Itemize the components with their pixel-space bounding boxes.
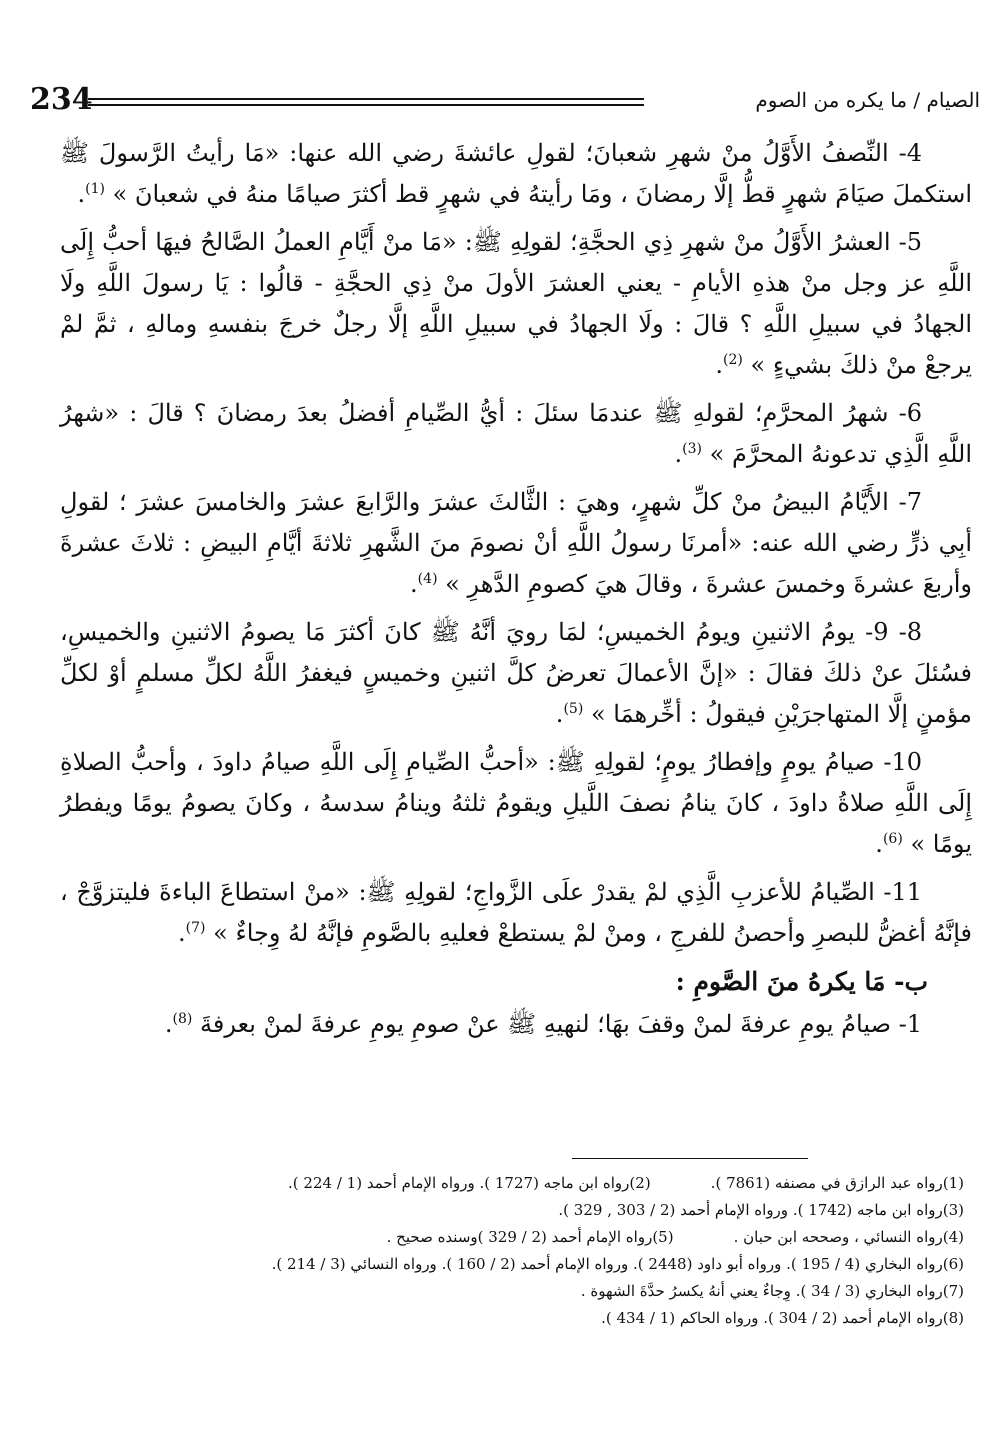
footnote-ref: (5) bbox=[563, 701, 584, 717]
paragraph-text: 6- شهرُ المحرَّمِ؛ لقولهِ ﷺ عندمَا سئلَ : أيُّ الصِّيامِ أفضلُ بعدَ رمضانَ ؟ قالَ : «شهرُ اللَّهِ الَّذِي تدعونهُ المحرَّمَ » bbox=[60, 399, 972, 468]
paragraph-text: 4- النِّصفُ الأَوَّلُ منْ شهرِ شعبانَ؛ لقولِ عائشةَ رضي الله عنها: «مَا رأيتُ الرَّسولَ ﷺ استكملَ صيَامَ شهرٍ قطُّ إلَّا رمضانَ ، ومَا رأيتهُ في شهرٍ قط أكثرَ صيامًا منهُ في شعبانَ » bbox=[60, 139, 972, 208]
paragraph: 5- العشرُ الأَوَّلُ منْ شهرِ ذِي الحجَّةِ؛ لقولِهِ ﷺ: «مَا منْ أَيَّامِ العملُ الصَّالحُ فيهَا أحبُّ إِلَى اللَّهِ عز وجل منْ هذهِ الأيامِ - يعني العشرَ الأولَ منْ ذِي الحجَّةِ - قالُوا : يَا رسولَ اللَّهِ ولَا الجهادُ في سبيلِ اللَّهِ ؟ قالَ : ولَا الجهادُ في سبيلِ اللَّهِ إلَّا رجلٌ خرجَ بنفسهِ ومالهِ ، ثمَّ لمْ يرجعْ منْ ذلكَ بشيءٍ » $^{(2)}$. bbox=[60, 228, 972, 379]
paragraph-text: 10- صيامُ يومٍ وإفطارُ يومٍ؛ لقولِهِ ﷺ: «أحبُّ الصِّيامِ إِلَى اللَّهِ صيامُ داودَ ، وأحبُّ الصلاةِ إِلَى اللَّهِ صلاةُ داودَ ، كانَ ينامُ نصفَ اللَّيلِ ويقومُ ثلثهُ وينامُ سدسهُ ، وكانَ يصومُ يومًا ويفطرُ يومًا » bbox=[60, 748, 972, 858]
footnote-ref: (4) bbox=[417, 571, 438, 587]
footnote-ref: (2) bbox=[723, 352, 743, 368]
footnote-ref: (7) bbox=[185, 920, 206, 936]
footnote: (5)رواه الإمام أحمد (2 / 329 )وسنده صحيح . bbox=[386, 1228, 674, 1246]
footnote-line bbox=[60, 1278, 964, 1305]
body-text bbox=[60, 133, 972, 1052]
footnote: (1)رواه عبد الرازق في مصنفه (7861 ). bbox=[710, 1174, 964, 1192]
paragraph: 1- صيامُ يومِ عرفةَ لمنْ وقفَ بهَا؛ لنهيهِ ﷺ عنْ صومِ يومِ عرفةَ لمنْ بعرفةَ $^{(8)}$. bbox=[164, 1010, 922, 1038]
header-double-rule bbox=[88, 98, 644, 106]
section-heading: ب- مَا يكرهُ منَ الصَّومِ : bbox=[675, 967, 928, 996]
page-header bbox=[30, 82, 980, 122]
footnote-ref: (1) bbox=[85, 181, 105, 197]
footnote-ref: (6) bbox=[882, 831, 903, 847]
paragraph-text: 11- الصِّيامُ للأعزبِ الَّذِي لمْ يقدرْ علَى الزَّواجِ؛ لقولِهِ ﷺ: «منْ استطاعَ الباءةَ فليتزوَّجْ ، فإنَّهُ أغضُّ للبصرِ وأحصنُ للفرجِ ، ومنْ لمْ يستطعْ فعليهِ بالصَّومِ فإنَّهُ لهُ وِجاءٌ » bbox=[60, 878, 972, 947]
footnote-line bbox=[60, 1224, 964, 1251]
paragraph: 6- شهرُ المحرَّمِ؛ لقولهِ ﷺ عندمَا سئلَ : أيُّ الصِّيامِ أفضلُ بعدَ رمضانَ ؟ قالَ : «شهرُ اللَّهِ الَّذِي تدعونهُ المحرَّمَ » $^{(3)}$. bbox=[60, 399, 972, 468]
footnote: (6)رواه البخاري (4 / 195 ). ورواه أبو داود (2448 ). ورواه الإمام أحمد (2 / 160 ). ورواه النسائي (3 / 214 ). bbox=[271, 1255, 964, 1273]
paragraph: 11- الصِّيامُ للأعزبِ الَّذِي لمْ يقدرْ علَى الزَّواجِ؛ لقولِهِ ﷺ: «منْ استطاعَ الباءةَ فليتزوَّجْ ، فإنَّهُ أغضُّ للبصرِ وأحصنُ للفرجِ ، ومنْ لمْ يستطعْ فعليهِ بالصَّومِ فإنَّهُ لهُ وِجاءٌ » $^{(7)}$. bbox=[60, 878, 972, 947]
paragraph: 8- 9- يومُ الاثنينِ ويومُ الخميسِ؛ لمَا رويَ أنَّهُ ﷺ كانَ أكثرَ مَا يصومُ الاثنينِ والخميسِ، فسُئلَ عنْ ذلكَ فقالَ : «إنَّ الأعمالَ تعرضُ كلَّ اثنينِ وخميسٍ فيغفرُ اللَّهُ لكلِّ مسلمٍ أوْ لكلِّ مؤمنٍ إلَّا المتهاجرَيْنِ فيقولُ : أخِّرهمَا » $^{(5)}$. bbox=[60, 618, 972, 728]
footnotes bbox=[60, 1170, 964, 1332]
footnote-line bbox=[60, 1251, 964, 1278]
paragraph-text: 5- العشرُ الأَوَّلُ منْ شهرِ ذِي الحجَّةِ؛ لقولِهِ ﷺ: «مَا منْ أَيَّامِ العملُ الصَّالحُ فيهَا أحبُّ إِلَى اللَّهِ عز وجل منْ هذهِ الأيامِ - يعني العشرَ الأولَ منْ ذِي الحجَّةِ - قالُوا : يَا رسولَ اللَّهِ ولَا الجهادُ في سبيلِ اللَّهِ ؟ قالَ : ولَا الجهادُ في سبيلِ اللَّهِ إلَّا رجلٌ خرجَ بنفسهِ ومالهِ ، ثمَّ لمْ يرجعْ منْ ذلكَ بشيءٍ » bbox=[60, 228, 972, 379]
footnote-ref: (3) bbox=[682, 441, 702, 457]
page-number: 234 bbox=[30, 82, 93, 117]
footnote: (8)رواه الإمام أحمد (2 / 304 ). ورواه الحاكم (1 / 434 ). bbox=[601, 1309, 964, 1327]
paragraph: 10- صيامُ يومٍ وإفطارُ يومٍ؛ لقولِهِ ﷺ: «أحبُّ الصِّيامِ إِلَى اللَّهِ صيامُ داودَ ، وأحبُّ الصلاةِ إِلَى اللَّهِ صلاةُ داودَ ، كانَ ينامُ نصفَ اللَّيلِ ويقومُ ثلثهُ وينامُ سدسهُ ، وكانَ يصومُ يومًا ويفطرُ يومًا » $^{(6)}$. bbox=[60, 748, 972, 858]
paragraph: 7- الأَيَّامُ البيضُ منْ كلِّ شهرٍ، وهيَ : الثَّالثَ عشرَ والرَّابعَ عشرَ والخامسَ عشرَ ؛ لقولِ أبِي ذرٍّ رضي الله عنه: «أمرنَا رسولُ اللَّهِ أنْ نصومَ منَ الشَّهرِ ثلاثةَ أيَّامِ البيضِ : ثلاثَ عشرةَ وأربعَ عشرةَ وخمسَ عشرةَ ، وقالَ هيَ كصومِ الدَّهرِ » $^{(4)}$. bbox=[60, 488, 972, 598]
footnote: (4)رواه النسائي ، وصححه ابن حبان . bbox=[733, 1228, 964, 1246]
footnote-line bbox=[60, 1197, 964, 1224]
paragraph: 4- النِّصفُ الأَوَّلُ منْ شهرِ شعبانَ؛ لقولِ عائشةَ رضي الله عنها: «مَا رأيتُ الرَّسولَ ﷺ استكملَ صيَامَ شهرٍ قطُّ إلَّا رمضانَ ، ومَا رأيتهُ في شهرٍ قط أكثرَ صيامًا منهُ في شعبانَ » $^{(1)}$. bbox=[60, 139, 972, 208]
footnote-ref: (8) bbox=[172, 1011, 193, 1027]
footnote-separator bbox=[572, 1158, 808, 1159]
paragraph-text: 8- 9- يومُ الاثنينِ ويومُ الخميسِ؛ لمَا رويَ أنَّهُ ﷺ كانَ أكثرَ مَا يصومُ الاثنينِ والخميسِ، فسُئلَ عنْ ذلكَ فقالَ : «إنَّ الأعمالَ تعرضُ كلَّ اثنينِ وخميسٍ فيغفرُ اللَّهُ لكلِّ مسلمٍ أوْ لكلِّ مؤمنٍ إلَّا المتهاجرَيْنِ فيقولُ : أخِّرهمَا » bbox=[60, 618, 972, 728]
footnote-line bbox=[60, 1170, 964, 1197]
footnote: (2)رواه ابن ماجه (1727 ). ورواه الإمام أحمد (1 / 224 ). bbox=[288, 1174, 651, 1192]
footnote: (7)رواه البخاري (3 / 34 ). وِجاءٌ يعني أنهُ يكسرُ حدَّةَ الشهوة . bbox=[580, 1282, 964, 1300]
running-title: الصيام / ما يكره من الصوم bbox=[755, 88, 980, 112]
paragraph-text: 1- صيامُ يومِ عرفةَ لمنْ وقفَ بهَا؛ لنهيهِ ﷺ عنْ صومِ يومِ عرفةَ لمنْ بعرفةَ bbox=[200, 1010, 922, 1038]
paragraph-text: 7- الأَيَّامُ البيضُ منْ كلِّ شهرٍ، وهيَ : الثَّالثَ عشرَ والرَّابعَ عشرَ والخامسَ عشرَ ؛ لقولِ أبِي ذرٍّ رضي الله عنه: «أمرنَا رسولُ اللَّهِ أنْ نصومَ منَ الشَّهرِ ثلاثةَ أيَّامِ البيضِ : ثلاثَ عشرةَ وأربعَ عشرةَ وخمسَ عشرةَ ، وقالَ هيَ كصومِ الدَّهرِ » bbox=[60, 488, 972, 598]
footnote-line bbox=[60, 1305, 964, 1332]
footnote: (3)رواه ابن ماجه (1742 ). ورواه الإمام أحمد (2 / 303 , 329 ). bbox=[558, 1201, 964, 1219]
